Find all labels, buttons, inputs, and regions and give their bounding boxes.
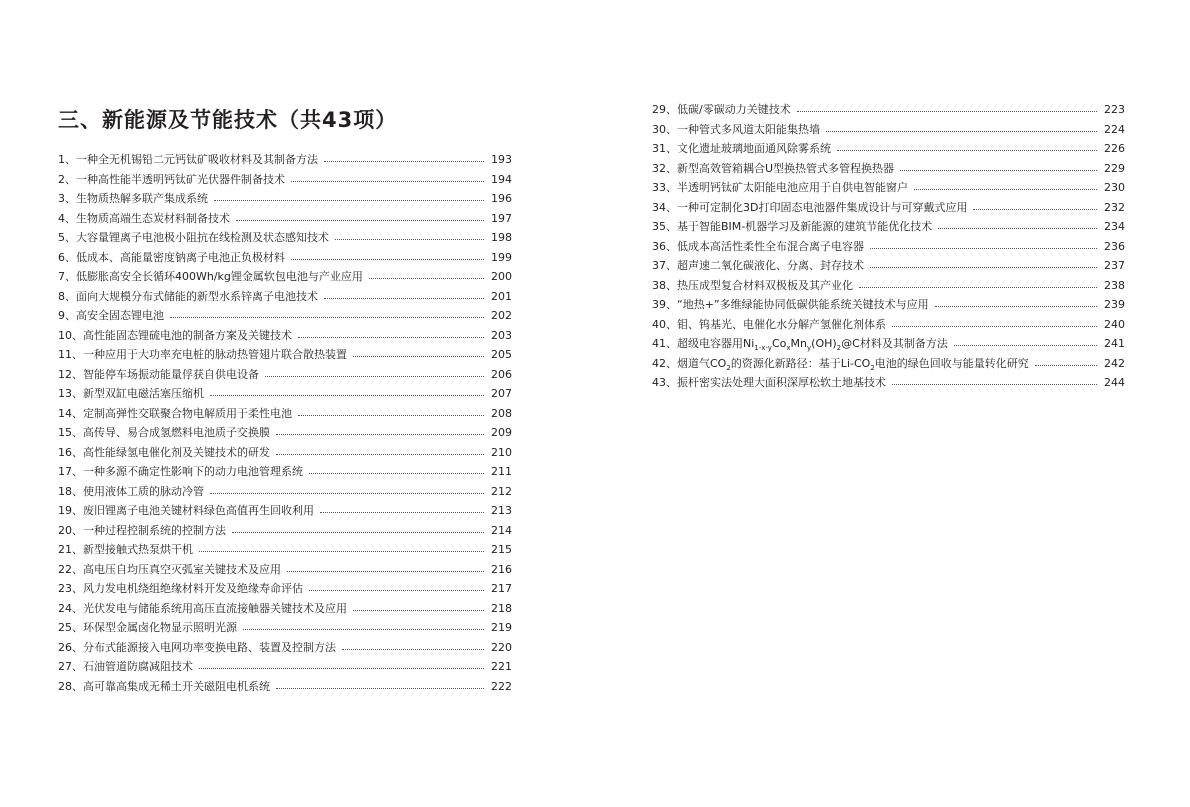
toc-dot-leader bbox=[935, 305, 1097, 307]
toc-entry[interactable] bbox=[652, 276, 1125, 296]
toc-column-right bbox=[652, 100, 1125, 393]
toc-entry[interactable] bbox=[652, 256, 1125, 276]
toc-entry-title: 43、振杆密实法处理大面积深厚松软土地基技术 bbox=[652, 376, 886, 389]
toc-entry[interactable] bbox=[58, 540, 512, 560]
toc-dot-leader bbox=[324, 160, 484, 162]
toc-entry-page: 234 bbox=[1104, 220, 1125, 233]
toc-entry-page: 226 bbox=[1104, 142, 1125, 155]
toc-dot-leader bbox=[954, 344, 1097, 346]
toc-dot-leader bbox=[837, 149, 1097, 151]
toc-entry-title: 3、生物质热解多联产集成系统 bbox=[58, 192, 208, 205]
toc-entry-page: 223 bbox=[1104, 103, 1125, 116]
toc-entry[interactable] bbox=[58, 423, 512, 443]
toc-entry[interactable] bbox=[652, 237, 1125, 257]
toc-dot-leader bbox=[199, 550, 484, 552]
toc-dot-leader bbox=[170, 316, 484, 318]
toc-column-left bbox=[58, 150, 512, 696]
toc-entry-page: 236 bbox=[1104, 239, 1125, 253]
toc-entry-page: 241 bbox=[1104, 337, 1125, 350]
toc-entry-page: 197 bbox=[491, 211, 512, 225]
toc-entry-page: 222 bbox=[491, 679, 512, 693]
toc-entry[interactable] bbox=[58, 287, 512, 307]
toc-dot-leader bbox=[243, 628, 484, 630]
toc-entry-title: 20、一种过程控制系统的控制方法 bbox=[58, 523, 226, 537]
toc-entry[interactable] bbox=[652, 217, 1125, 237]
toc-dot-leader bbox=[199, 667, 484, 669]
toc-entry[interactable] bbox=[58, 638, 512, 658]
toc-entry-title: 10、高性能固态锂硫电池的制备方案及关键技术 bbox=[58, 328, 292, 342]
toc-dot-leader bbox=[276, 453, 484, 455]
toc-dot-leader bbox=[291, 258, 484, 260]
toc-entry-title: 30、一种管式多风道太阳能集热墙 bbox=[652, 122, 820, 136]
toc-entry-page: 237 bbox=[1104, 259, 1125, 272]
toc-entry-title: 37、超声速二氧化碳液化、分离、封存技术 bbox=[652, 259, 864, 272]
toc-entry-title: 21、新型接触式热泵烘干机 bbox=[58, 543, 193, 556]
toc-entry[interactable] bbox=[58, 560, 512, 580]
toc-entry-page: 205 bbox=[491, 348, 512, 361]
toc-entry[interactable] bbox=[58, 599, 512, 619]
toc-entry-title: 11、一种应用于大功率充电桩的脉动热管翅片联合散热装置 bbox=[58, 348, 347, 361]
toc-entry-page: 219 bbox=[491, 621, 512, 634]
toc-entry-title: 25、环保型金属卤化物显示照明光源 bbox=[58, 621, 237, 634]
toc-entry-title: 7、低膨胀高安全长循环400Wh/kg锂金属软包电池与产业应用 bbox=[58, 270, 363, 283]
toc-entry-page: 194 bbox=[491, 172, 512, 186]
toc-entry-page: 212 bbox=[491, 484, 512, 498]
toc-entry-title: 2、一种高性能半透明钙钛矿光伏器件制备技术 bbox=[58, 172, 285, 186]
toc-entry[interactable] bbox=[652, 100, 1125, 120]
toc-dot-leader bbox=[342, 648, 484, 650]
toc-entry-page: 207 bbox=[491, 387, 512, 400]
toc-entry-page: 218 bbox=[491, 601, 512, 615]
toc-entry[interactable] bbox=[58, 462, 512, 482]
toc-entry-title: 41、超级电容器用$Ni_{1-x-y}Co_xMn_y(OH)_2@C$材料及其制备方法 bbox=[652, 337, 948, 353]
toc-entry[interactable] bbox=[58, 365, 512, 385]
toc-dot-leader bbox=[298, 414, 484, 416]
toc-dot-leader bbox=[870, 266, 1097, 268]
toc-entry-page: 220 bbox=[491, 640, 512, 654]
toc-entry-page: 203 bbox=[491, 328, 512, 342]
toc-entry-title: 17、一种多源不确定性影响下的动力电池管理系统 bbox=[58, 465, 303, 478]
toc-entry-page: 202 bbox=[491, 309, 512, 322]
toc-entry-page: 214 bbox=[491, 523, 512, 537]
toc-entry[interactable] bbox=[58, 404, 512, 424]
toc-entry-title: 9、高安全固态锂电池 bbox=[58, 309, 164, 322]
toc-entry[interactable] bbox=[58, 618, 512, 638]
toc-dot-leader bbox=[232, 531, 484, 533]
toc-dot-leader bbox=[320, 511, 484, 513]
toc-entry-page: 240 bbox=[1104, 317, 1125, 331]
toc-entry-page: 199 bbox=[491, 250, 512, 264]
toc-entry-title: 28、高可靠高集成无稀土开关磁阻电机系统 bbox=[58, 679, 270, 693]
toc-entry-title: 1、一种全无机锡铅二元钙钛矿吸收材料及其制备方法 bbox=[58, 153, 318, 166]
toc-entry-page: 238 bbox=[1104, 278, 1125, 292]
toc-entry-page: 213 bbox=[491, 504, 512, 517]
toc-entry[interactable] bbox=[652, 139, 1125, 159]
toc-dot-leader bbox=[353, 609, 484, 611]
section-title: 三、新能源及节能技术（共43项） bbox=[58, 108, 398, 132]
toc-entry-title: 26、分布式能源接入电网功率变换电路、装置及控制方法 bbox=[58, 640, 336, 654]
toc-entry-title: 19、废旧锂离子电池关键材料绿色高值再生回收利用 bbox=[58, 504, 314, 517]
toc-entry[interactable] bbox=[58, 170, 512, 190]
toc-entry-title: 6、低成本、高能量密度钠离子电池正负极材料 bbox=[58, 250, 285, 264]
toc-entry[interactable] bbox=[58, 306, 512, 326]
toc-dot-leader bbox=[309, 472, 484, 474]
toc-entry-title: 16、高性能绿氢电催化剂及关键技术的研发 bbox=[58, 445, 270, 459]
toc-entry-page: 198 bbox=[491, 231, 512, 244]
toc-entry-title: 5、大容量锂离子电池极小阻抗在线检测及状态感知技术 bbox=[58, 231, 329, 244]
toc-entry[interactable] bbox=[652, 295, 1125, 315]
toc-entry-page: 209 bbox=[491, 426, 512, 439]
toc-entry-title: 29、低碳/零碳动力关键技术 bbox=[652, 103, 791, 116]
toc-dot-leader bbox=[369, 277, 484, 279]
toc-entry-page: 229 bbox=[1104, 161, 1125, 175]
toc-entry-page: 239 bbox=[1104, 298, 1125, 311]
toc-dot-leader bbox=[859, 286, 1097, 288]
toc-dot-leader bbox=[309, 589, 484, 591]
toc-entry[interactable] bbox=[652, 334, 1125, 354]
toc-entry[interactable] bbox=[58, 443, 512, 463]
toc-entry[interactable] bbox=[58, 501, 512, 521]
toc-dot-leader bbox=[265, 375, 484, 377]
toc-entry-title: 33、半透明钙钛矿太阳能电池应用于自供电智能窗户 bbox=[652, 181, 908, 194]
toc-entry-page: 211 bbox=[491, 465, 512, 478]
toc-entry-title: 18、使用液体工质的脉动冷管 bbox=[58, 484, 204, 498]
toc-entry[interactable] bbox=[652, 373, 1125, 393]
toc-entry[interactable] bbox=[58, 657, 512, 677]
toc-entry-title: 14、定制高弹性交联聚合物电解质用于柔性电池 bbox=[58, 406, 292, 420]
toc-dot-leader bbox=[1035, 364, 1097, 366]
toc-dot-leader bbox=[335, 238, 484, 240]
toc-entry[interactable] bbox=[58, 384, 512, 404]
toc-entry[interactable] bbox=[652, 120, 1125, 140]
toc-dot-leader bbox=[276, 687, 484, 689]
toc-dot-leader bbox=[826, 130, 1097, 132]
toc-entry-title: 8、面向大规模分布式储能的新型水系锌离子电池技术 bbox=[58, 289, 318, 303]
toc-entry[interactable] bbox=[58, 521, 512, 541]
toc-entry-page: 201 bbox=[491, 289, 512, 303]
toc-entry-title: 4、生物质高端生态炭材料制备技术 bbox=[58, 211, 230, 225]
toc-entry-title: 23、风力发电机绕组绝缘材料开发及绝缘寿命评估 bbox=[58, 582, 303, 595]
toc-entry-title: 32、新型高效管箱耦合U型换热管式多管程换热器 bbox=[652, 161, 895, 175]
toc-dot-leader bbox=[291, 180, 484, 182]
toc-entry-page: 244 bbox=[1104, 376, 1125, 389]
toc-entry-page: 217 bbox=[491, 582, 512, 595]
toc-entry-page: 210 bbox=[491, 445, 512, 459]
toc-entry[interactable] bbox=[58, 228, 512, 248]
toc-entry[interactable] bbox=[652, 354, 1125, 374]
toc-dot-leader bbox=[892, 325, 1097, 327]
toc-entry[interactable] bbox=[652, 159, 1125, 179]
toc-entry-title: 42、烟道气$CO_2$的资源化新路径：基于$Li-CO_2$电池的绿色回收与能量转化研究 bbox=[652, 356, 1029, 372]
toc-entry-page: 224 bbox=[1104, 122, 1125, 136]
toc-dot-leader bbox=[797, 110, 1097, 112]
toc-entry[interactable] bbox=[58, 267, 512, 287]
toc-entry-title: 24、光伏发电与储能系统用高压直流接触器关键技术及应用 bbox=[58, 601, 347, 615]
toc-entry-title: 22、高电压自均压真空灭弧室关键技术及应用 bbox=[58, 562, 281, 576]
toc-entry-title: 35、基于智能BIM-机器学习及新能源的建筑节能优化技术 bbox=[652, 220, 933, 233]
toc-dot-leader bbox=[324, 297, 484, 299]
toc-entry-title: 40、钼、钨基光、电催化水分解产氢催化剂体系 bbox=[652, 317, 886, 331]
toc-entry[interactable] bbox=[58, 209, 512, 229]
toc-entry-page: 221 bbox=[491, 660, 512, 673]
toc-entry[interactable] bbox=[58, 248, 512, 268]
toc-entry[interactable] bbox=[58, 677, 512, 697]
toc-entry[interactable] bbox=[652, 198, 1125, 218]
toc-dot-leader bbox=[298, 336, 484, 338]
toc-entry-page: 196 bbox=[491, 192, 512, 205]
toc-entry[interactable] bbox=[58, 345, 512, 365]
toc-dot-leader bbox=[900, 169, 1097, 171]
toc-entry-title: 36、低成本高活性柔性全布混合离子电容器 bbox=[652, 239, 864, 253]
toc-entry[interactable] bbox=[652, 315, 1125, 335]
toc-entry-title: 34、一种可定制化3D打印固态电池器件集成设计与可穿戴式应用 bbox=[652, 200, 968, 214]
toc-dot-leader bbox=[236, 219, 484, 221]
toc-dot-leader bbox=[353, 355, 484, 357]
toc-entry[interactable] bbox=[58, 326, 512, 346]
toc-entry-title: 15、高传导、易合成氢燃料电池质子交换膜 bbox=[58, 426, 270, 439]
toc-dot-leader bbox=[892, 383, 1097, 385]
toc-entry[interactable] bbox=[58, 579, 512, 599]
toc-dot-leader bbox=[870, 247, 1097, 249]
toc-entry[interactable] bbox=[58, 482, 512, 502]
toc-dot-leader bbox=[938, 227, 1097, 229]
toc-entry-page: 208 bbox=[491, 406, 512, 420]
toc-dot-leader bbox=[210, 394, 484, 396]
toc-entry-page: 200 bbox=[491, 270, 512, 283]
toc-entry-page: 232 bbox=[1104, 200, 1125, 214]
toc-entry-page: 215 bbox=[491, 543, 512, 556]
toc-entry-page: 242 bbox=[1104, 356, 1125, 370]
toc-dot-leader bbox=[914, 188, 1097, 190]
toc-entry-page: 193 bbox=[491, 153, 512, 166]
toc-entry[interactable] bbox=[58, 150, 512, 170]
toc-entry[interactable] bbox=[652, 178, 1125, 198]
toc-dot-leader bbox=[214, 199, 484, 201]
toc-entry-page: 206 bbox=[491, 367, 512, 381]
toc-entry-title: 27、石油管道防腐减阻技术 bbox=[58, 660, 193, 673]
toc-entry-title: 38、热压成型复合材料双极板及其产业化 bbox=[652, 278, 853, 292]
toc-dot-leader bbox=[276, 433, 484, 435]
toc-entry-title: 39、“地热+”多维绿能协同低碳供能系统关键技术与应用 bbox=[652, 298, 929, 311]
toc-dot-leader bbox=[210, 492, 484, 494]
toc-entry-title: 13、新型双缸电磁活塞压缩机 bbox=[58, 387, 204, 400]
toc-dot-leader bbox=[973, 208, 1097, 210]
toc-entry-page: 216 bbox=[491, 562, 512, 576]
toc-entry-page: 230 bbox=[1104, 181, 1125, 194]
toc-entry-title: 31、文化遗址玻璃地面通风除雾系统 bbox=[652, 142, 831, 155]
toc-dot-leader bbox=[287, 570, 484, 572]
toc-entry[interactable] bbox=[58, 189, 512, 209]
toc-entry-title: 12、智能停车场振动能量俘获自供电设备 bbox=[58, 367, 259, 381]
